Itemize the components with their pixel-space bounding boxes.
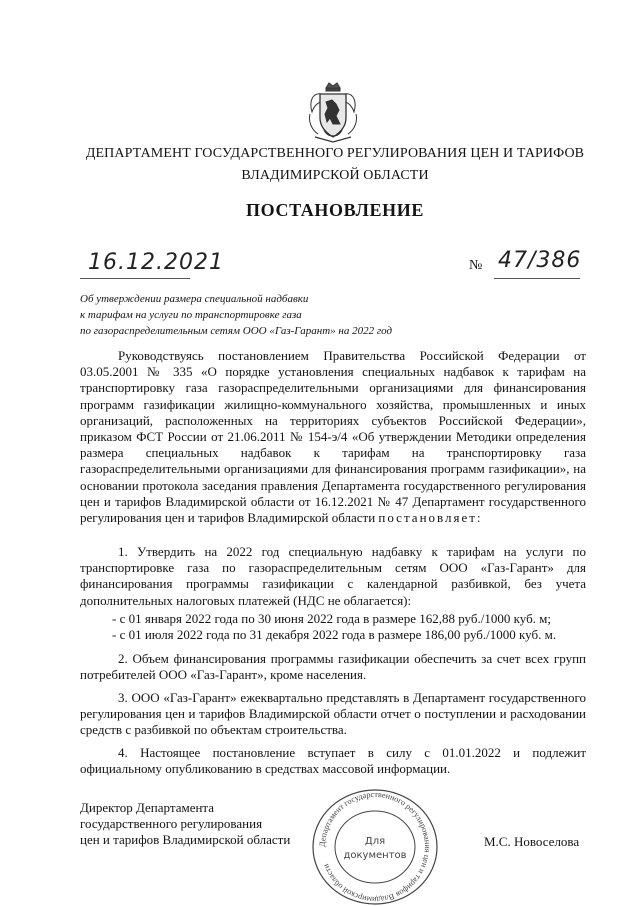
position-line: цен и тарифов Владимирской области — [80, 832, 291, 848]
stamp-center-line2: документов — [343, 850, 407, 861]
document-number: 47/386 — [498, 248, 582, 273]
list-item: - с 01 июля 2022 года по 31 декабря 2022 года в размере 186,00 руб./1000 куб. м. — [112, 627, 557, 643]
position-line: Директор Департамента — [80, 800, 215, 815]
item-2-paragraph: 2. Объем финансирования программы газификации обеспечить за счет всех групп потребителей ООО «Газ-Гарант», кроме населения. — [80, 651, 586, 683]
preamble-text: Руководствуясь постановлением Правительства Российской Федерации от 03.05.2001 № 335 «О порядке установления специальных надбавок к тарифам на транспортировку газа газораспределительными организациями для финансирования программ газификации жилищно-коммунального хозяйства, промышленных и иных организаций, расположенных на территориях субъектов Российской Федерации», приказом ФСТ России от 21.06.2011 № 154-э/4 «Об утверждении Методики определения размера специальных надбавок к тарифам на транспортировку газа газораспределительными организациями для финансирования программ газификации», на основании протокола заседания правления Департамента государственного регулирования цен и тарифов Владимирской области от 16.12.2021 № 47 Департамент государственного регулирования цен и тарифов Владимирской области — [80, 348, 586, 526]
document-type-title: ПОСТАНОВЛЕНИЕ — [246, 200, 424, 220]
resolve-word: постановляет: — [378, 510, 483, 526]
signatory-position — [80, 800, 320, 849]
item-1-period-list — [112, 611, 592, 643]
department-name-line2: ВЛАДИМИРСКОЙ ОБЛАСТИ — [241, 168, 429, 183]
date-underline — [80, 278, 190, 279]
subject-line: Об утверждении размера специальной надбавки — [80, 293, 309, 305]
number-sign: № — [469, 258, 483, 273]
item-3-paragraph: 3. ООО «Газ-Гарант» ежеквартально представлять в Департамент государственного регулирования цен и тарифов Владимирской области отчет о поступлении и расходовании средств с разбивкой по объектам строительства. — [80, 690, 586, 738]
stamp-center-line1: Для — [364, 836, 386, 847]
stamp-ring-text: Департамент государственного регулирования цен и тарифов Владимирской области — [317, 789, 433, 905]
official-stamp — [310, 788, 440, 906]
subject-line: к тарифам на услуги по транспортировке газа — [80, 309, 302, 321]
department-name-line1: ДЕПАРТАМЕНТ ГОСУДАРСТВЕННОГО РЕГУЛИРОВАНИЯ ЦЕН И ТАРИФОВ — [85, 146, 585, 161]
position-line: государственного регулирования — [80, 816, 263, 832]
list-item: - с 01 января 2022 года по 30 июня 2022 года в размере 162,88 руб./1000 куб. м; — [112, 611, 552, 626]
subject-line: по газораспределительным сетям ООО «Газ-Гарант» на 2022 год — [80, 325, 393, 337]
number-underline — [494, 278, 580, 279]
document-date: 16.12.2021 — [88, 250, 224, 275]
item-4-paragraph: 4. Настоящее постановление вступает в силу с 01.01.2022 и подлежит официальному опубликованию в средствах массовой информации. — [80, 745, 586, 777]
item-1-paragraph: 1. Утвердить на 2022 год специальную надбавку к тарифам на услуги по транспортировке газа по газораспределительным сетям ООО «Газ-Гарант» для финансирования программы газификации с календарной разбивкой, без учета дополнительных налоговых платежей (НДС не облагается): — [80, 544, 586, 608]
coat-of-arms-icon — [306, 80, 360, 144]
document-subject — [80, 291, 440, 339]
preamble-paragraph — [80, 348, 586, 526]
signatory-name: М.С. Новоселова — [484, 834, 580, 849]
